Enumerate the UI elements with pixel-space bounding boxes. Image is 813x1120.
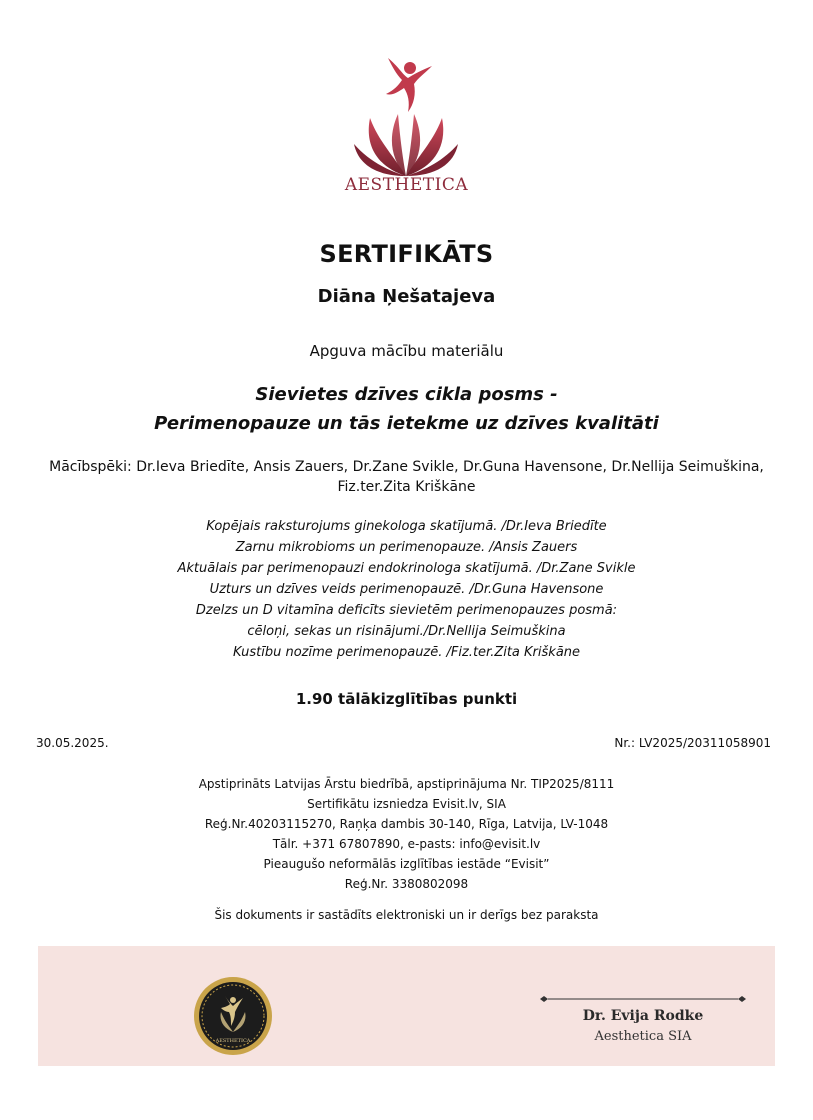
lecturers <box>0 457 813 497</box>
topic-item: Kustību nozīme perimenopauzē. /Fiz.ter.Zita Kriškāne <box>232 645 581 660</box>
signature-divider-icon <box>538 994 748 1004</box>
recipient-name: Diāna Ņešatajeva <box>317 286 496 307</box>
footer-band <box>38 946 775 1066</box>
topic-item: Kopējais raksturojums ginekologa skatījumā. /Dr.Ieva Briedīte <box>206 519 607 534</box>
approval-line: Reģ.Nr. 3380802098 <box>344 877 469 891</box>
seal-icon <box>193 976 273 1056</box>
education-points: 1.90 tālākizglītības punkti <box>295 690 518 708</box>
signer-organization: Aesthetica SIA <box>594 1029 692 1044</box>
seal-text: AESTHETICA <box>215 1038 251 1044</box>
topic-item: Dzelzs un D vitamīna deficīts sievietēm perimenopauzes posmā: <box>195 603 618 618</box>
brand-name: AESTHETICA <box>344 175 469 195</box>
approval-line: Apstiprināts Latvijas Ārstu biedrībā, apstiprinājuma Nr. TIP2025/8111 <box>198 777 615 791</box>
lecturers-line1: Mācībspēki: Dr.Ieva Briedīte, Ansis Zauers, Dr.Zane Svikle, Dr.Guna Havensone, Dr.Nellija Seimuškina, <box>49 459 764 475</box>
topic-item: Uzturs un dzīves veids perimenopauzē. /Dr.Guna Havensone <box>209 582 604 597</box>
topic-item: Aktuālais par perimenopauzi endokrinologa skatījumā. /Dr.Zane Svikle <box>177 561 636 576</box>
course-title-line2: Perimenopauze un tās ietekme uz dzīves kvalitāti <box>154 413 659 434</box>
signer-name: Dr. Evija Rodke <box>582 1008 704 1024</box>
certificate-number: Nr.: LV2025/20311058901 <box>614 736 771 750</box>
certificate-title: SERTIFIKĀTS <box>319 240 494 268</box>
approval-line: Sertifikātu izsniedza Evisit.lv, SIA <box>307 797 506 811</box>
approval-line: Pieaugušo neformālās izglītības iestāde “Evisit” <box>263 857 550 871</box>
topics-list <box>0 516 813 663</box>
topic-item: cēloņi, sekas un risinājumi./Dr.Nellija Seimuškina <box>247 624 566 639</box>
issue-date: 30.05.2025. <box>36 736 109 750</box>
approval-block <box>0 774 813 894</box>
lecturers-line2: Fiz.ter.Zita Kriškāne <box>337 479 476 495</box>
approval-line: Tālr. +371 67807890, e-pasts: info@evisit.lv <box>272 837 541 851</box>
disclaimer: Šis dokuments ir sastādīts elektroniski un ir derīgs bez paraksta <box>214 908 599 922</box>
approval-line: Reģ.Nr.40203115270, Raņķa dambis 30-140, Rīga, Latvija, LV-1048 <box>204 817 609 831</box>
completed-label: Apguva mācību materiālu <box>309 342 504 360</box>
topic-item: Zarnu mikrobioms un perimenopauze. /Ansis Zauers <box>235 540 578 555</box>
course-title-line1: Sievietes dzīves cikla posms - <box>255 384 558 405</box>
